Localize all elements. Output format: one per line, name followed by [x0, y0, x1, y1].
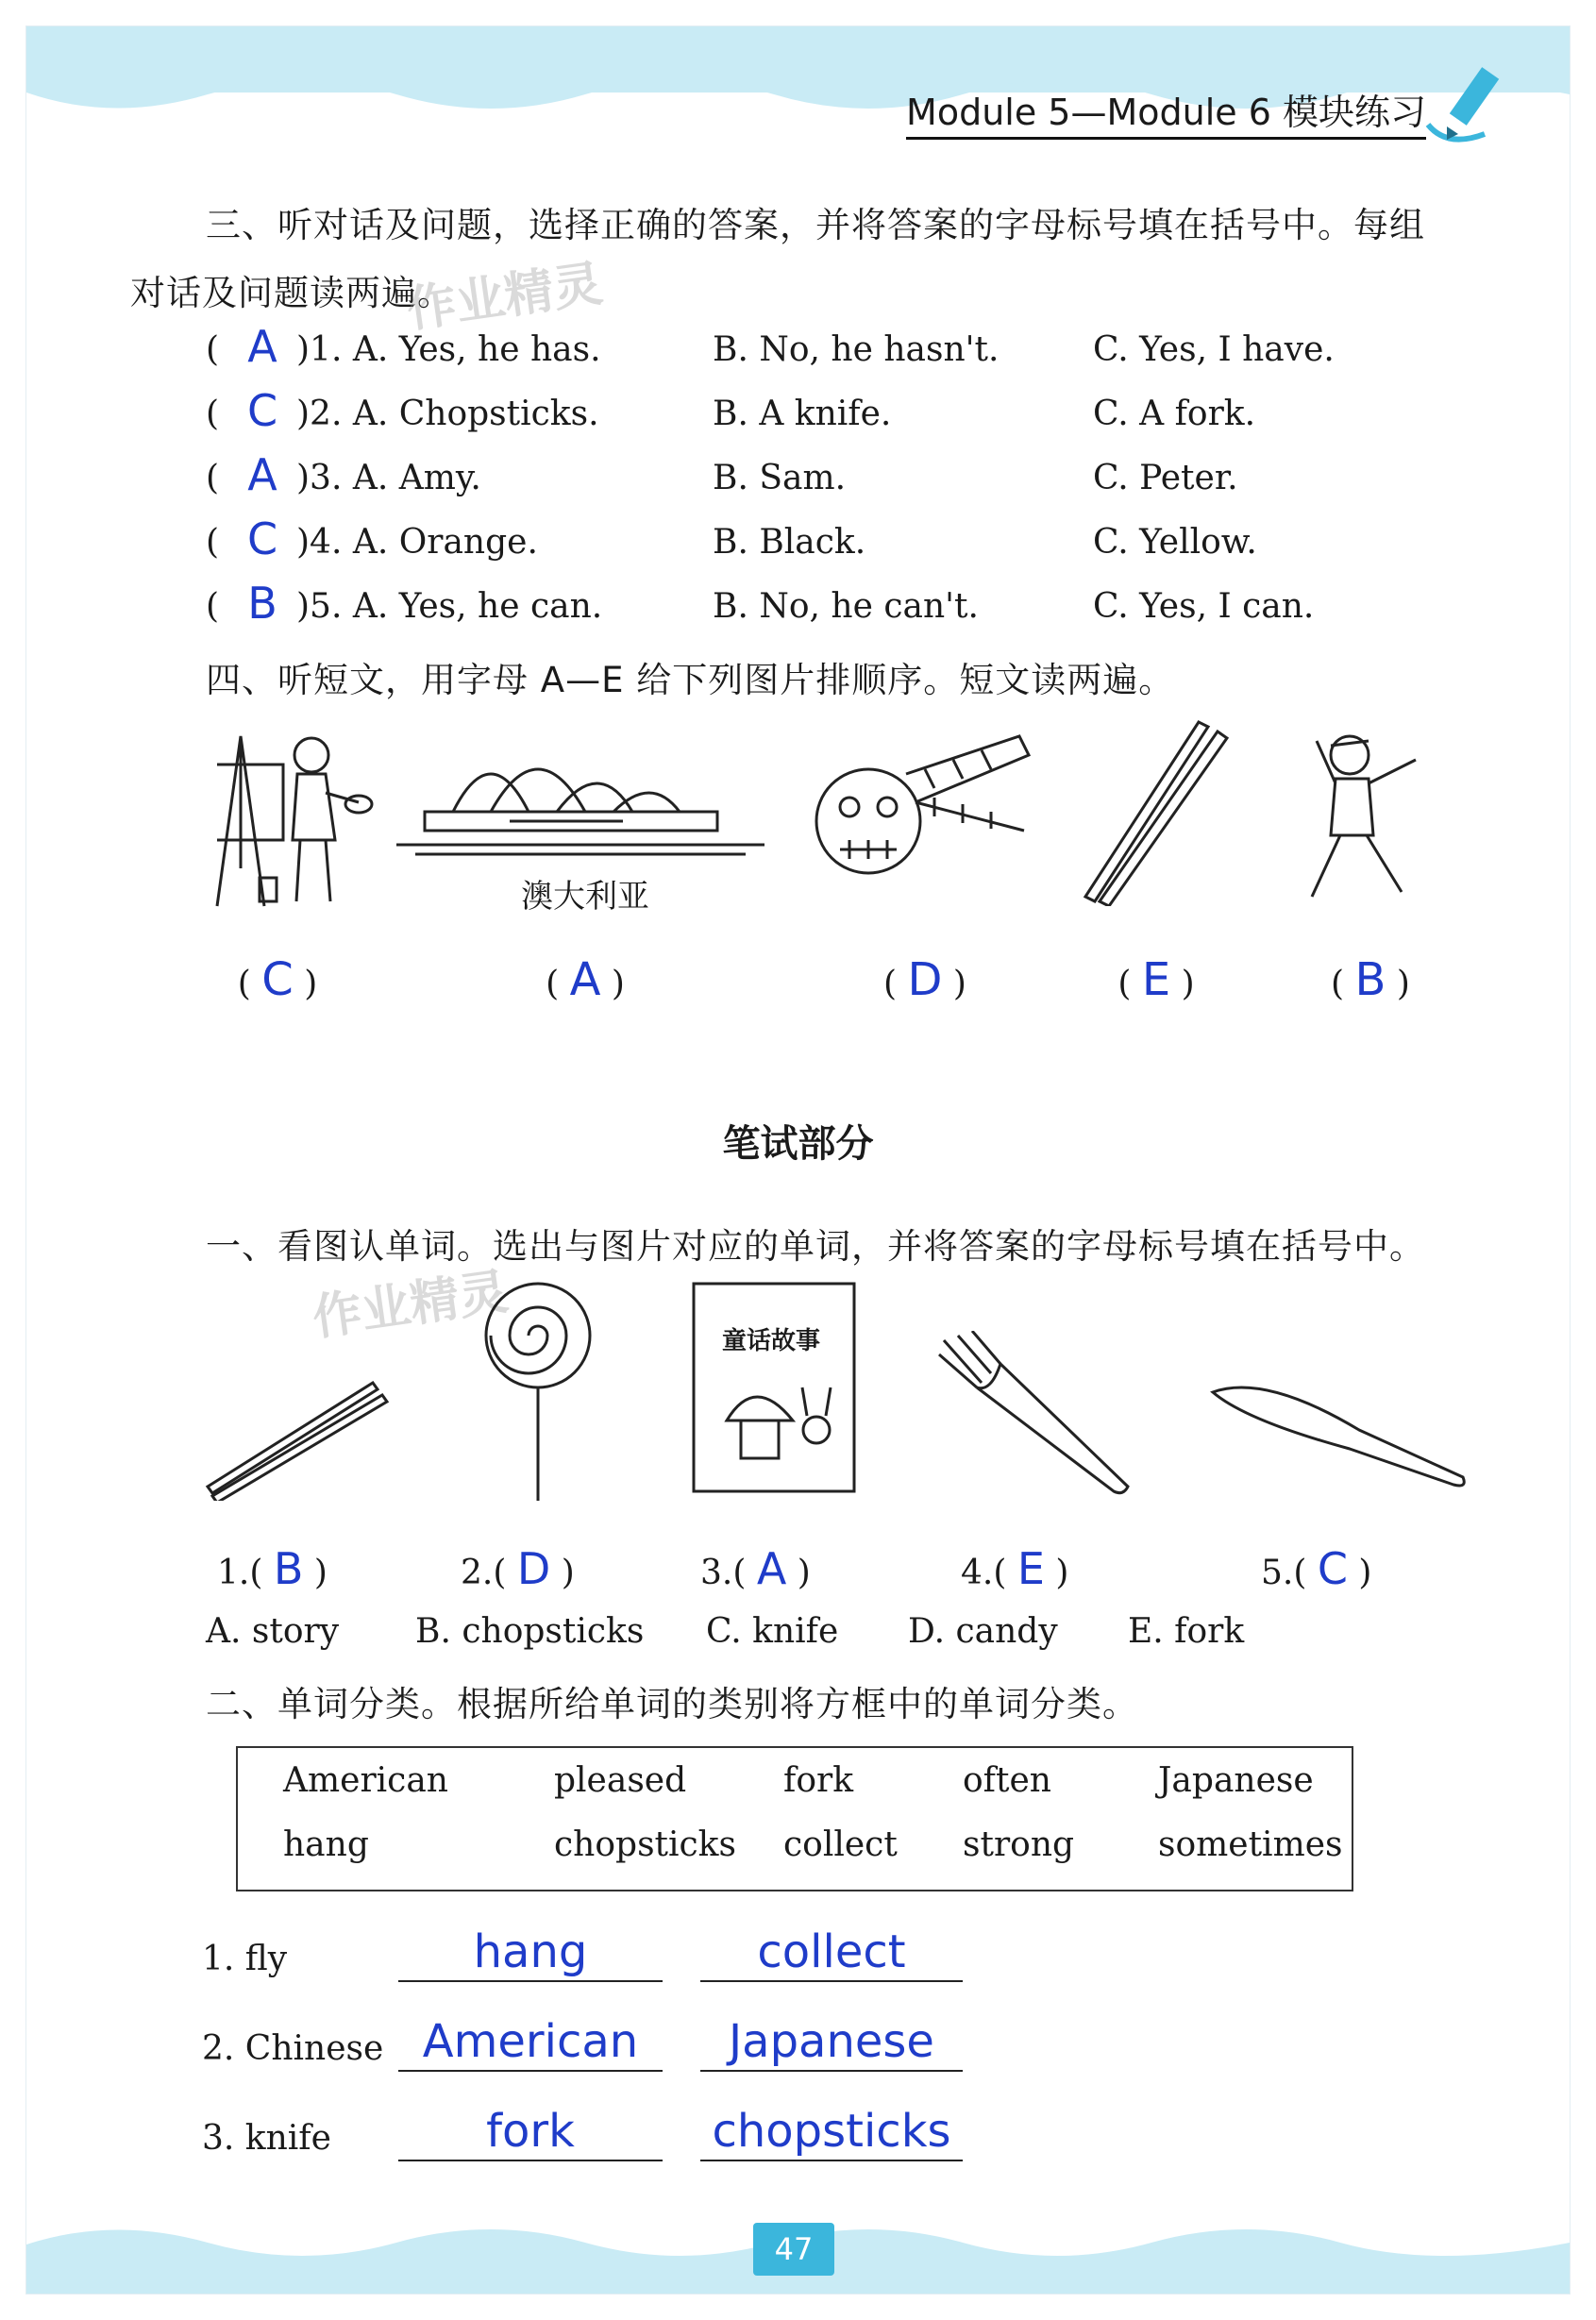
choice-c: C. knife: [706, 1612, 839, 1651]
item-3: 3.( A ): [700, 1543, 811, 1594]
option-a: )1. A. Yes, he has.: [296, 330, 601, 369]
picture-answer-1: ( C ): [237, 953, 318, 1006]
classify-blank[interactable]: American: [398, 2015, 663, 2072]
storybook-picture: [689, 1279, 859, 1496]
dragon-picture: [802, 717, 1038, 906]
classify-label-1: 1. fly: [202, 1940, 288, 1978]
box-word: pleased: [554, 1761, 687, 1800]
answer-3[interactable]: A: [247, 449, 277, 500]
option-c: C. Yes, I have.: [1093, 330, 1335, 369]
opera-house-picture: [396, 727, 764, 868]
opera-caption: 澳大利亚: [521, 878, 649, 916]
classify-blank[interactable]: collect: [700, 1925, 963, 1982]
choice-d: D. candy: [908, 1612, 1058, 1651]
box-word: hang: [283, 1825, 369, 1864]
chopsticks-picture-2: [203, 1369, 392, 1501]
item-1: 1.( B ): [217, 1543, 328, 1594]
box-word: collect: [783, 1825, 898, 1864]
question-row: ( C )4. A. Orange. B. Black. C. Yellow.: [206, 513, 1257, 564]
question-row: ( B )5. A. Yes, he can. B. No, he can't. C. Yes, I can.: [206, 578, 1315, 629]
painter-picture: [198, 727, 378, 916]
box-word: strong: [963, 1825, 1075, 1864]
storybook-title: 童话故事: [722, 1327, 821, 1355]
option-b: B. Sam.: [713, 459, 847, 497]
option-b: B. No, he can't.: [713, 587, 979, 626]
option-a: )4. A. Orange.: [296, 523, 538, 562]
item-2: 2.( D ): [461, 1543, 575, 1594]
choice-a: A. story: [206, 1612, 340, 1651]
boy-stretching-picture: [1293, 722, 1435, 911]
chopsticks-picture: [1076, 717, 1236, 906]
box-word: Japanese: [1158, 1761, 1314, 1800]
answer-4[interactable]: C: [246, 513, 278, 564]
written-section-title: 笔试部分: [722, 1122, 874, 1166]
pencil-icon: [1419, 59, 1522, 153]
question-row: ( A )1. A. Yes, he has. B. No, he hasn't. C. Yes, I have.: [206, 321, 1335, 372]
section3-instruction-line2: 对话及问题读两遍。: [130, 273, 453, 313]
page-number: 47: [753, 2223, 834, 2276]
choice-b: B. chopsticks: [415, 1612, 645, 1651]
header-title: Module 5—Module 6 模块练习: [906, 83, 1426, 140]
choice-e: E. fork: [1128, 1612, 1245, 1651]
classify-blank[interactable]: chopsticks: [700, 2105, 963, 2161]
box-word: fork: [783, 1761, 854, 1800]
answer-5[interactable]: B: [247, 578, 277, 629]
classify-label-3: 3. knife: [202, 2119, 331, 2158]
word-box: [236, 1746, 1353, 1891]
knife-picture: [1208, 1373, 1472, 1496]
watermark: 作业精灵: [309, 1263, 512, 1348]
option-a: )2. A. Chopsticks.: [296, 395, 599, 433]
classify-blank[interactable]: hang: [398, 1925, 663, 1982]
box-word: sometimes: [1158, 1825, 1343, 1864]
option-c: C. Yellow.: [1093, 523, 1257, 562]
option-c: C. Peter.: [1093, 459, 1238, 497]
classify-blank[interactable]: Japanese: [700, 2015, 963, 2072]
option-a: )3. A. Amy.: [296, 459, 481, 497]
section3-instruction-line1: 三、听对话及问题，选择正确的答案，并将答案的字母标号填在括号中。每组: [206, 205, 1425, 245]
question-row: ( C )2. A. Chopsticks. B. A knife. C. A fork.: [206, 385, 1256, 436]
section4-instruction: 四、听短文，用字母 A—E 给下列图片排顺序。短文读两遍。: [206, 660, 1175, 700]
item-5: 5.( C ): [1261, 1543, 1372, 1594]
option-b: B. A knife.: [713, 395, 892, 433]
item-4: 4.( E ): [961, 1543, 1069, 1594]
option-c: C. Yes, I can.: [1093, 587, 1315, 626]
option-c: C. A fork.: [1093, 395, 1256, 433]
watermark: 作业精灵: [403, 255, 606, 340]
classify-label-2: 2. Chinese: [202, 2029, 384, 2068]
answer-1[interactable]: A: [247, 321, 277, 372]
option-b: B. Black.: [713, 523, 866, 562]
fork-picture: [934, 1331, 1142, 1501]
picture-answer-4: ( E ): [1117, 953, 1195, 1006]
classify-blank[interactable]: fork: [398, 2105, 663, 2161]
answer-2[interactable]: C: [246, 385, 278, 436]
box-word: chopsticks: [554, 1825, 736, 1864]
box-word: American: [283, 1761, 448, 1800]
option-a: )5. A. Yes, he can.: [296, 587, 603, 626]
option-b: B. No, he hasn't.: [713, 330, 1000, 369]
picture-answer-5: ( B ): [1331, 953, 1410, 1006]
picture-answer-2: ( A ): [546, 953, 625, 1006]
written-section1-instruction: 一、看图认单词。选出与图片对应的单词，并将答案的字母标号填在括号中。: [206, 1226, 1425, 1267]
question-row: ( A )3. A. Amy. B. Sam. C. Peter.: [206, 449, 1238, 500]
picture-answer-3: ( D ): [883, 953, 966, 1006]
lollipop-picture: [477, 1279, 599, 1505]
box-word: often: [963, 1761, 1051, 1800]
written-section2-instruction: 二、单词分类。根据所给单词的类别将方框中的单词分类。: [206, 1684, 1138, 1724]
